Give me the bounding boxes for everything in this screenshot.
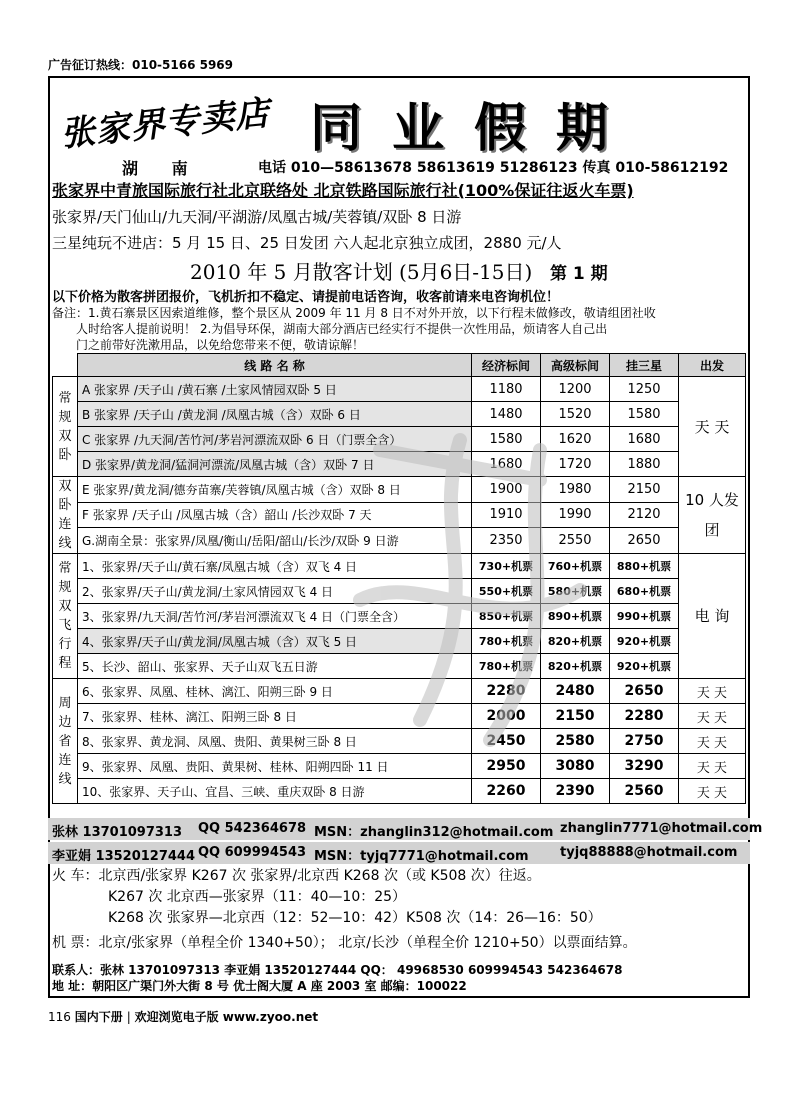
price-three-star: 2750 [610, 729, 679, 754]
price-economy: 730+机票 [472, 554, 541, 579]
departure-cell: 天 天 [679, 729, 746, 754]
price-economy: 2350 [472, 528, 541, 554]
table-row [53, 604, 746, 629]
route-cell: 6、张家界、凤凰、桂林、漓江、阳朔三卧 9 日 [78, 679, 472, 704]
table-row [53, 654, 746, 679]
price-three-star: 2560 [610, 779, 679, 804]
price-three-star: 2150 [610, 477, 679, 503]
table-row [53, 629, 746, 654]
train-info [52, 866, 602, 929]
category-cell: 常规双卧 [53, 377, 78, 477]
price-economy: 2000 [472, 704, 541, 729]
departure-cell: 天 天 [679, 754, 746, 779]
route-cell: D 张家界/黄龙洞/猛洞河漂流/凤凰古城（含）双卧 7 日 [78, 452, 472, 477]
route-cell: 7、张家界、桂林、漓江、阳朔三卧 8 日 [78, 704, 472, 729]
featured-tour-title: 张家界/天门仙山/九天洞/平湖游/凤凰古城/芙蓉镇/双卧 8 日游 [52, 208, 462, 226]
route-cell: C 张家界 /九天洞/苦竹河/茅岩河漂流双卧 6 日（门票全含） [78, 427, 472, 452]
departure-cell: 天 天 [679, 377, 746, 477]
phone-line: 电话 010—58613678 58613619 51286123 传真 010-58612192 [258, 160, 729, 176]
table-row [53, 452, 746, 477]
route-cell: F 张家界 /天子山 /凤凰古城（含）韶山 /长沙双卧 7 天 [78, 502, 472, 528]
price-three-star: 1250 [610, 377, 679, 402]
price-economy: 1680 [472, 452, 541, 477]
contact-msn[interactable]: MSN：zhanglin312@hotmail.com [314, 825, 554, 840]
category-cell: 周边省连线 [53, 679, 78, 804]
contact-name: 李亚娟 13520127444 [52, 849, 196, 864]
price-premium: 3080 [541, 754, 610, 779]
table-row [53, 402, 746, 427]
train-line: K267 次 北京西—张家界（11：40—10：25） [108, 889, 407, 905]
contact-line: 联系人：张林 13701097313 李亚娟 13520127444 QQ： 49968530 609994543 542364678 [52, 963, 623, 977]
page-footer: 116 国内下册 | 欢迎浏览电子版 www.zyoo.net [48, 1010, 319, 1024]
address-line: 地 址：朝阳区广渠门外大街 8 号 优士阁大厦 A 座 2003 室 邮编：100022 [52, 979, 467, 993]
section-label: 国内下册 [74, 1010, 123, 1024]
table-row [53, 502, 746, 528]
price-premium: 2390 [541, 779, 610, 804]
departure-cell: 天 天 [679, 779, 746, 804]
contact-name: 张林 13701097313 [52, 825, 183, 840]
col-economy: 经济标间 [472, 354, 541, 377]
col-premium: 高级标间 [541, 354, 610, 377]
price-economy: 850+机票 [472, 604, 541, 629]
featured-tour-detail: 三星纯玩不进店：5 月 15 日、25 日发团 六人起北京独立成团，2880 元/人 [52, 234, 562, 252]
contact-email[interactable]: zhanglin7771@hotmail.com [560, 821, 763, 836]
departure-cell: 天 天 [679, 679, 746, 704]
route-cell: 2、张家界/天子山/黄龙洞/土家风情园双飞 4 日 [78, 579, 472, 604]
table-row [53, 579, 746, 604]
contact-qq: QQ 542364678 [198, 821, 307, 836]
contact-info [52, 962, 622, 994]
agency-line: 张家界中青旅国际旅行社北京联络处 北京铁路国际旅行社(100%保证往返火车票) [52, 181, 634, 200]
table-row [53, 554, 746, 579]
departure-cell: 10 人发团 [679, 477, 746, 554]
price-three-star: 1580 [610, 402, 679, 427]
departure-cell: 电 询 [679, 554, 746, 679]
price-economy: 1580 [472, 427, 541, 452]
contact-bar-2 [48, 842, 750, 864]
route-cell: B 张家界 /天子山 /黄龙洞 /凤凰古城（含）双卧 6 日 [78, 402, 472, 427]
price-economy: 1180 [472, 377, 541, 402]
price-economy: 550+机票 [472, 579, 541, 604]
route-cell: 9、张家界、凤凰、贵阳、黄果树、桂林、阳朔四卧 11 日 [78, 754, 472, 779]
price-three-star: 2650 [610, 528, 679, 554]
price-economy: 2950 [472, 754, 541, 779]
category-cell: 常规双飞行程 [53, 554, 78, 679]
price-three-star: 2120 [610, 502, 679, 528]
table-row [53, 754, 746, 779]
price-three-star: 1880 [610, 452, 679, 477]
departure-cell: 天 天 [679, 704, 746, 729]
price-premium: 2550 [541, 528, 610, 554]
price-premium: 1620 [541, 427, 610, 452]
price-three-star: 880+机票 [610, 554, 679, 579]
route-cell: 8、张家界、黄龙洞、凤凰、贵阳、黄果树三卧 8 日 [78, 729, 472, 754]
table-row [53, 704, 746, 729]
route-cell: 10、张家界、天子山、宜昌、三峡、重庆双卧 8 日游 [78, 779, 472, 804]
price-three-star: 1680 [610, 427, 679, 452]
table-row [53, 729, 746, 754]
route-cell: 3、张家界/九天洞/苦竹河/茅岩河漂流双飞 4 日（门票全含） [78, 604, 472, 629]
category-cell: 双卧连线 [53, 477, 78, 554]
price-three-star: 2280 [610, 704, 679, 729]
flight-info: 机 票：北京/张家界（单程全价 1340+50）； 北京/长沙（单程全价 1210+50）以票面结算。 [52, 935, 637, 951]
note-line: 人时给客人提前说明！ 2.为倡导环保，湖南大部分酒店已经实行不提供一次性用品，烦请客人自己出 [76, 322, 608, 336]
price-premium: 820+机票 [541, 629, 610, 654]
contact-email[interactable]: tyjq88888@hotmail.com [560, 845, 738, 860]
train-line: 火 车：北京西/张家界 K267 次 张家界/北京西 K268 次（或 K508 次）往返。 [52, 868, 541, 884]
table-row [53, 427, 746, 452]
route-cell: E 张家界/黄龙洞/德夯苗寨/芙蓉镇/凤凰古城（含）双卧 8 日 [78, 477, 472, 503]
col-three-star: 挂三星 [610, 354, 679, 377]
price-premium: 2580 [541, 729, 610, 754]
train-line: K268 次 张家界—北京西（12：52—10：42）K508 次（14：26—16：50） [108, 910, 602, 926]
price-premium: 820+机票 [541, 654, 610, 679]
logo-zhangjiajie-store: 张家界专卖店 [58, 93, 272, 155]
corner-cell [53, 354, 78, 377]
table-row [53, 779, 746, 804]
price-premium: 890+机票 [541, 604, 610, 629]
price-premium: 1200 [541, 377, 610, 402]
price-premium: 1720 [541, 452, 610, 477]
price-premium: 1990 [541, 502, 610, 528]
route-cell: 4、张家界/天子山/黄龙洞/凤凰古城（含）双飞 5 日 [78, 629, 472, 654]
table-row [53, 679, 746, 704]
region-label: 湖 南 [122, 159, 202, 178]
price-table [52, 353, 746, 804]
price-premium: 1980 [541, 477, 610, 503]
route-cell: G.湖南全景：张家界/凤凰/衡山/岳阳/韶山/长沙/双卧 9 日游 [78, 528, 472, 554]
price-economy: 2450 [472, 729, 541, 754]
price-economy: 2280 [472, 679, 541, 704]
notes [52, 305, 752, 353]
price-premium: 760+机票 [541, 554, 610, 579]
table-row [53, 377, 746, 402]
route-cell: 5、长沙、韶山、张家界、天子山双飞五日游 [78, 654, 472, 679]
price-three-star: 3290 [610, 754, 679, 779]
contact-bar-1 [48, 818, 763, 840]
price-three-star: 680+机票 [610, 579, 679, 604]
price-economy: 1900 [472, 477, 541, 503]
price-three-star: 920+机票 [610, 654, 679, 679]
price-economy: 780+机票 [472, 654, 541, 679]
footer-slogan[interactable]: 欢迎浏览电子版 www.zyoo.net [134, 1010, 319, 1024]
logo-tongye-holiday: 同业假期 [310, 98, 639, 159]
route-cell: A 张家界 /天子山 /黄石寨 /土家风情园双卧 5 日 [78, 377, 472, 402]
table-row [53, 528, 746, 554]
plan-title: 2010 年 5 月散客计划 (5月6日-15日) [190, 260, 533, 284]
contact-qq: QQ 609994543 [198, 845, 307, 860]
price-economy: 780+机票 [472, 629, 541, 654]
table-row [53, 477, 746, 503]
price-economy: 1910 [472, 502, 541, 528]
price-three-star: 2650 [610, 679, 679, 704]
price-premium: 2480 [541, 679, 610, 704]
pricing-intro: 以下价格为散客拼团报价，飞机折扣不稳定、请提前电话咨询，收客前请来电咨询机位！ [52, 290, 560, 305]
table-body [53, 377, 746, 804]
price-three-star: 990+机票 [610, 604, 679, 629]
price-economy: 1480 [472, 402, 541, 427]
contact-msn[interactable]: MSN：tyjq7771@hotmail.com [314, 849, 529, 864]
table-header-row [53, 354, 746, 377]
note-line: 门之前带好洗漱用品，以免给您带来不便，敬请谅解！ [76, 338, 365, 352]
ad-hotline: 广告征订热线：010-5166 5969 [48, 58, 234, 72]
col-route: 线 路 名 称 [78, 354, 472, 377]
price-economy: 2260 [472, 779, 541, 804]
price-premium: 2150 [541, 704, 610, 729]
price-premium: 1520 [541, 402, 610, 427]
col-departure: 出发 [679, 354, 746, 377]
route-cell: 1、张家界/天子山/黄石寨/凤凰古城（含）双飞 4 日 [78, 554, 472, 579]
page-number: 116 [48, 1010, 71, 1024]
plan-issue: 第 1 期 [550, 264, 608, 284]
price-three-star: 920+机票 [610, 629, 679, 654]
price-premium: 580+机票 [541, 579, 610, 604]
note-line: 备注：1.黄石寨景区因索道维修，整个景区从 2009 年 11 月 8 日不对外开放，以下行程未做修改，敬请组团社收 [52, 306, 656, 320]
